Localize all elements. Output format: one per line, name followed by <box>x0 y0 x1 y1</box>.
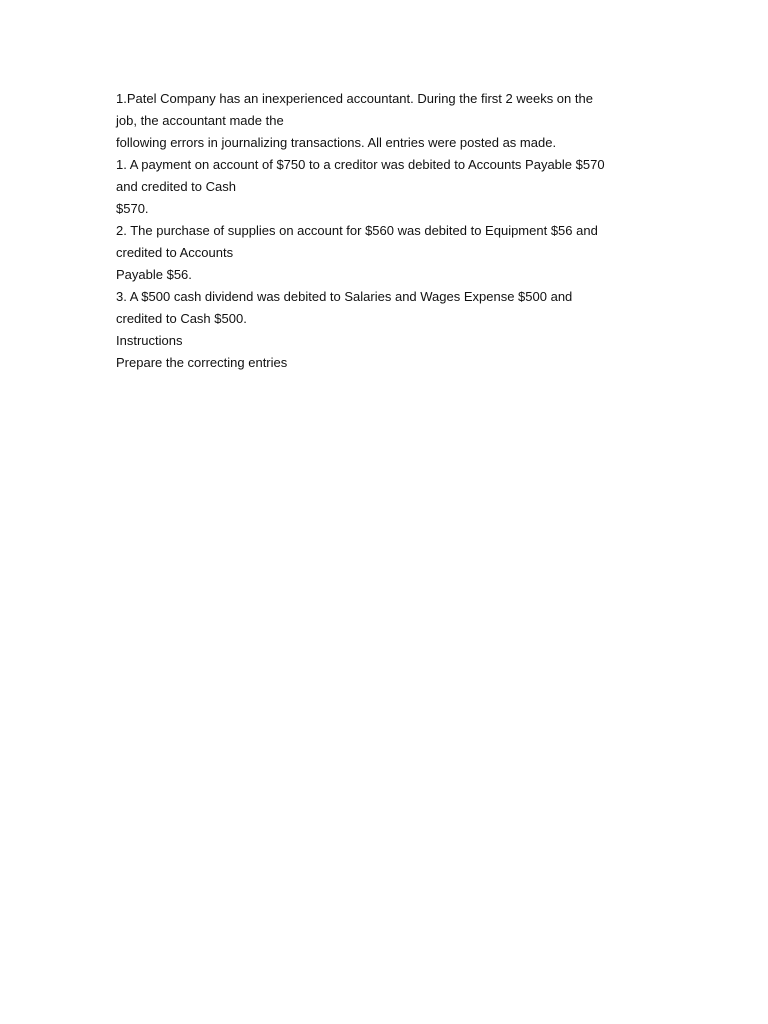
instructions-text: Prepare the correcting entries <box>116 355 288 370</box>
problem-intro-line-2: job, the accountant made the <box>116 113 284 128</box>
error-2-line-2: credited to Accounts <box>116 245 234 260</box>
error-1-line-2: and credited to Cash <box>116 179 236 194</box>
error-2-line-3: Payable $56. <box>116 267 192 282</box>
problem-text <box>116 88 676 374</box>
error-3-line-2: credited to Cash $500. <box>116 311 247 326</box>
problem-intro-line-3: following errors in journalizing transactions. All entries were posted as made. <box>116 135 557 150</box>
error-3-line-1: 3. A $500 cash dividend was debited to Salaries and Wages Expense $500 and <box>116 289 573 304</box>
error-1-line-1: 1. A payment on account of $750 to a creditor was debited to Accounts Payable $570 <box>116 157 605 172</box>
error-1-line-3: $570. <box>116 201 149 216</box>
problem-intro-line-1: 1.Patel Company has an inexperienced accountant. During the first 2 weeks on the <box>116 91 593 106</box>
instructions-heading: Instructions <box>116 333 183 348</box>
error-2-line-1: 2. The purchase of supplies on account for $560 was debited to Equipment $56 and <box>116 223 598 238</box>
